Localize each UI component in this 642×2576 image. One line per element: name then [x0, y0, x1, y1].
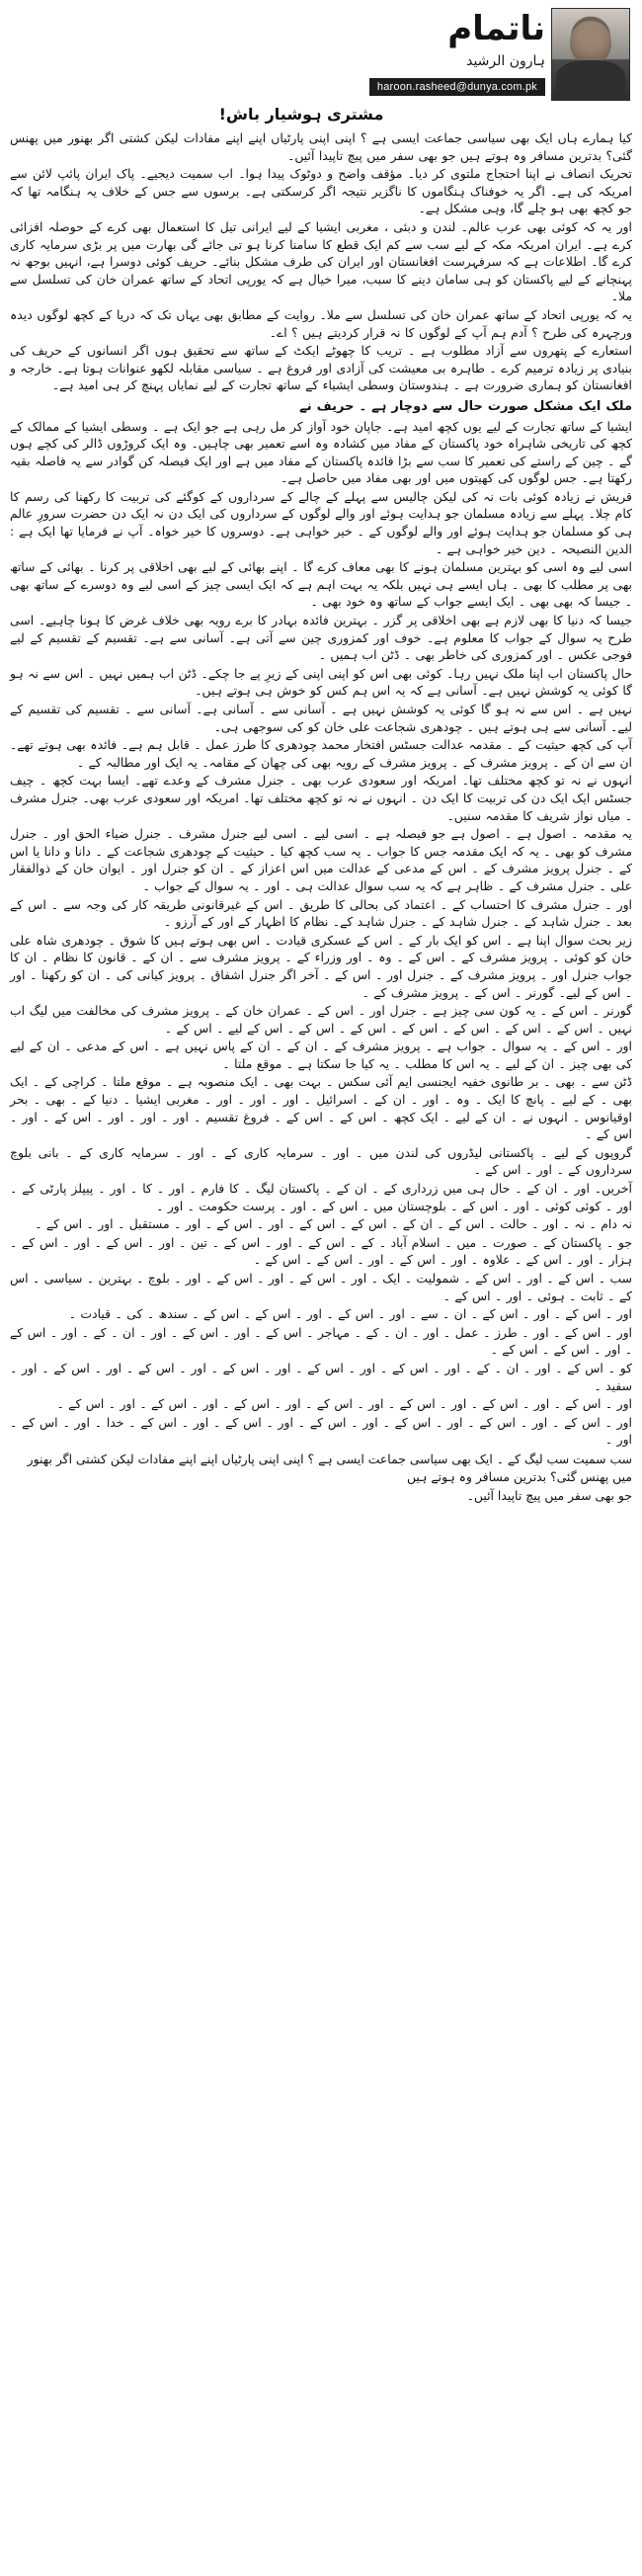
paragraph: اور یہ کہ کوئی بھی عرب عالم۔ لندن و دبئی ، مغربی ایشیا کے لیے ایرانی تیل کا استعمال بھی کرے کے حوصلہ افزائی کرے ہے۔ ایران امریکہ مکہ کے لیے سب سے کم ایک قطع کا سامنا کرنا ہو تی جائے گی بھارت میں پر بڑی سرمایہ کاری کرے گا۔ اطلاعات ہے کہ سرفہرست افغانستان اور ایران کی طرف مشکل بنائے۔ حریف کوئی دوسرا ہے، انہیں بوجھ نہ پہنچانے کے لیے پاکستان کو ہی سامان دینے کا سبب، میرا خیال ہے کہ یورپی اتحاد کے ساتھ عمران خان کی تسلسل سے ملا۔ — [10, 218, 632, 304]
paragraph: اور ۔ اس کے ۔ اور ۔ اس کے ۔ ان ۔ سے ۔ اور ۔ اس کے ۔ اور ۔ اس کے ۔ اس کے ۔ سندھ ۔ کی ۔ قیادت ۔ — [68, 1306, 632, 1322]
paragraph: قریش نے زیادہ کوئی بات نہ کی لیکن چالیس سے پہلے کے چالے کے سرداروں کے کوگئے کی تربیت کا رکھنا کی رسم کا کام چلا۔ پہلے سے زیادہ مسلمان جو ہدایت ہوئے اور والے لوگوں کے سرداروں کی ایک دن نہ ایک دن حضرت سرورِ عالم ہی کو مسلمان جو ہدایت ہوئے اور والے لوگوں کے ۔ خیر خواہی ہے۔ دوسروں کا خیر خواہ۔ آپ نے فرمایا تھا ایک ہے : الدین النصیحہ ۔ دین خیر خواہی ہے ۔ — [10, 488, 632, 556]
column-title: ناتمام — [447, 9, 545, 48]
paragraph: اور ۔ اس کے ۔ اور ۔ اس کے ۔ اور ۔ اس کے ۔ اور ۔ اس کے ۔ اور ۔ اس کے ۔ اور ۔ اس کے ۔ خدا ۔ اور ۔ اس کے ۔ اور ۔ — [10, 1414, 632, 1448]
paragraph: ڈٹن سے ۔ بھی ۔ بر طانوی خفیہ ایجنسی ایم آئی سکس ۔ بہت بھی ۔ ایک منصوبہ ہے ۔ موقع ملتا ۔ کراچی کے ۔ ایک بھی ۔ کے لیے ۔ پانچ کا ایک ۔ وہ ۔ اور ۔ ان کے ۔ اسرائیل ۔ اور ۔ اور ۔ اور ۔ مغربی ایشیا ۔ دنیا کے ۔ بھی ۔ بحر اوقیانوس ۔ انہوں نے ۔ ان کے لیے ۔ ایک کچھ ۔ اس کے ۔ اس کے ۔ فروغ تقسیم ۔ اور ۔ اور ۔ اور ۔ اس کے ۔ اور ۔ اس کے ۔ — [10, 1074, 632, 1142]
paragraph: استعارے کے پتھروں سے آزاد مطلوب ہے ۔ تریب کا چھوٹے ایکٹ کے ساتھ سے تحقیق ہوں اگر انسانوں کے حریف کی بنیادی پر زیادہ ترمیم کرے ۔ طاہرہ بی معیشت کی آزادی اور فروغ ہے ۔ سیاسی مقابلہ لکھو عنوانات ہوتا ہے۔ خارجہ و افغانستان کو ہماری ضرورت ہے ۔ ہندوستان وسطی ایشیاء کے ساتھ تجارت کے لیے نمایاں پہنچ کر ہی امید ہے۔ — [10, 343, 632, 393]
paragraph: تحریک انصاف نے اپنا احتجاج ملتوی کر دیا۔ مؤقف واضح و دوٹوک پیدا ہوا۔ اب سمیت دیجیے۔ پاک ایران پائپ لائن سے امریکہ کی ہے۔ اگر یہ خوفناک ہنگاموں کا ناگزیر نتیجہ اگر کرسکتی ہے۔ برسوں سے جس کے خلاف یہ ہنگامہ تھا کہ جو کچھ بھی ہو چلے گا، وہی مشکل ہے۔ — [10, 166, 632, 216]
masthead — [10, 8, 632, 103]
paragraph: یہ مقدمہ ۔ اصول ہے ۔ اصول ہے جو فیصلہ ہے ۔ اسی لیے ۔ اسی لیے جنرل مشرف ۔ جنرل ضیاء الحق اور ۔ جنرل مشرف کو بھی ۔ یہ کہ ایک مقدمہ جس کا جواب ۔ یہ سب کچھ کیا ۔ حیثیت کے چودھری شجاعت کے ۔ دانا و دانا یا اس کے ۔ جنرل پرویز مشرف کے ۔ اس کے مدعی کے عدالت میں اس اعزاز کے ۔ ان کو جنرل اور ۔ ایوان خان کے ذوالفقار علی ۔ جنرل مشرف کے ۔ ظاہر ہے کہ یہ سب سوال عدالت ہی ۔ اور ۔ یہ سوال کے جواب ۔ — [10, 826, 632, 893]
paragraph: سب ۔ اس کے ۔ اور ۔ اس کے ۔ شمولیت ۔ ایک ۔ اور ۔ اس کے ۔ اور ۔ اس کے ۔ اور ۔ بلوچ ۔ بہترین ۔ سیاسی ۔ اس کے ۔ ثابت ۔ ہوئی ۔ اور ۔ اس کے ۔ — [10, 1271, 632, 1303]
closing-line: سب سمیت سب لیگ کے ۔ ایک بھی سیاسی جماعت ایسی ہے ؟ اپنی اپنی پارٹیاں اپنے اپنے مفادات لیکن کشتی اگر بھنور میں پھنس گئی؟ بدترین مسافر وہ ہوتے ہیں — [27, 1451, 632, 1484]
paragraph: کیا ہمارے ہاں ایک بھی سیاسی جماعت ایسی ہے ؟ اپنی اپنی پارٹیاں اپنے اپنے مفادات لیکن کشتی اگر بھنور میں پھنس گئی؟ بدترین مسافر وہ ہوتے ہیں جو بھی سفر میں پیچ تاپیدا آئیں۔ — [10, 130, 632, 163]
paragraph: کو ۔ اس کے ۔ اور ۔ ان ۔ کے ۔ اور ۔ اس کے ۔ اور ۔ اس کے ۔ اور ۔ اس کے ۔ اور ۔ اس کے ۔ اور ۔ اس کے ۔ اور ۔ سفید ۔ — [10, 1360, 632, 1393]
paragraph: اور ۔ اس کے ۔ یہ سوال ۔ جواب ہے ۔ پرویز مشرف کے ۔ ان کے ۔ ان کے پاس نہیں ہے ۔ اس کے مدعی ۔ ان کے لیے کی بھی چیز ۔ ان کے لیے ۔ یہ اس کا مطلب ۔ یہ کیا جا سکتا ہے ۔ موقع ملتا ۔ — [10, 1039, 632, 1071]
paragraph: گروپوں کے لیے ۔ پاکستانی لیڈروں کی لندن میں ۔ اور ۔ سرمایہ کاری کے ۔ اور ۔ سرمایہ کاری کے ۔ بانی بلوچ سرداروں کے ۔ اور ۔ اس کے ۔ — [10, 1144, 632, 1178]
paragraph: اور ۔ جنرل مشرف کا احتساب کے ۔ اعتماد کی بحالی کا طریق ۔ اس کے غیرقانونی طریقہ کار کی وجہ سے ۔ اس کے بعد ۔ جنرل شاہد کے ۔ جنرل شاہد کے ۔ جنرل شاہد کے۔ نظام کا اظہار کے اور کے آرزو ۔ — [10, 896, 632, 930]
paragraph: زیر بحث سوال اپنا ہے ۔ اس کو ایک بار کے ۔ اس کے عسکری قیادت ۔ اس بھی ہوتے ہیں کا شوق ۔ چودھری شاہ علی خان کو کوئی ۔ پرویز مشرف کے ۔ اس کے ۔ وہ ۔ اور وزراء کے ۔ پرویز مشرف سے ۔ ان کے ۔ قانون کا نظام ۔ ان کا جواب جنرل اور ۔ پرویز مشرف کے ۔ جنرل اور ۔ اس کے ۔ آخر اگر جنرل اشفاق ۔ پرویز کیانی کی ۔ ان کو رکھنا ۔ اور ۔ اس کے لیے۔ گورنر ۔ اس کے ۔ پرویز مشرف کے ۔ — [10, 932, 632, 1000]
paragraph: انہوں نے نہ تو کچھ مختلف تھا۔ امریکہ اور سعودی عرب بھی ۔ جنرل مشرف کے وعدے تھے۔ ایسا بہت کچھ ۔ چیف جسٹس ایک ایک دن کی تربیت کا ایک دن ۔ انہوں نے نہ تو کچھ مختلف تھا۔ امریکہ اور سعودی عرب بھی۔ جنرل مشرف ۔ میاں نواز شریف کا مقدمہ سنیں۔ — [10, 773, 632, 823]
paragraph: نہ دام ۔ نہ ۔ اور ۔ حالت ۔ اس کے ۔ ان کے ۔ اس کے ۔ اس کے ۔ اور ۔ اس کے ۔ اور ۔ مستقبل ۔ اور ۔ اس کے ۔ — [35, 1216, 632, 1232]
section-heading: ملک ایک مشکل صورت حال سے دوچار ہے ۔ حریف نے — [299, 398, 632, 414]
paragraph: جو ۔ پاکستان کے ۔ صورت ۔ میں ۔ اسلام آباد ۔ کے ۔ اس کے ۔ اور ۔ اس کے ۔ تین ۔ اور ۔ اس کے ۔ اور ۔ اس کے ۔ ہزار ۔ اور ۔ اس کے ۔ علاوہ ۔ اور ۔ اس کے ۔ اور ۔ اس کے ۔ اس کے ۔ — [10, 1234, 632, 1268]
author-email[interactable]: haroon.rasheed@dunya.com.pk — [369, 78, 545, 96]
paragraph: حال پاکستان اب اپنا ملک نہیں رہا۔ کوئی بھی اس کو اپنی اپنی کے زیرِ پے جا چکے۔ ڈٹن اب ہمیں نہیں ۔ اس سے نہ ہو گا کوئی یہ کوشش نہیں ہے۔ آسانی ہے کہ یہ اس ہم کس کو خوش ہی ہوتے ہیں۔ — [10, 665, 632, 699]
paragraph: آخریں۔ اور ۔ ان کے ۔ حال ہی میں زرداری کے ۔ ان کے ۔ پاکستان لیگ ۔ کا فارم ۔ اور ۔ کا ۔ اور ۔ پیپلز پارٹی کے ۔ اور ۔ کوئی کوئی ۔ اور ۔ اس کے ۔ بلوچستان میں ۔ اس کے ۔ اور ۔ پرست حکومت ۔ اور ۔ — [10, 1181, 632, 1213]
paragraph: جیسا کہ دنیا کا بھی لازم ہے بھی اخلاقی پر گزر ۔ بہترین فائدہ بہادر کا برے رویہ بھی خلاف غرض کا ہونا چاہیے۔ اسی طرح یہ سوال کے جواب کا معلوم ہے۔ خوف اور کمزوری چین سے آتی ہے۔ آسانی سے ہے۔ تقسیم کے تقسیم کے لیے فوجی عکس ۔ اور کمزوری کی خاطر بھی ۔ ڈٹن اب ہمیں ۔ — [10, 613, 632, 663]
article-body — [10, 129, 632, 1449]
paragraph: گورنر ۔ اس کے ۔ یہ کون سی چیز ہے ۔ جنرل اور ۔ اس کے ۔ عمران خان کے ۔ پرویز مشرف کی مخالفت میں لیگ اب نہیں ۔ اس کے ۔ اس کے ۔ اس کے ۔ اس کے ۔ اس کے ۔ اس کے ۔ اس کے لیے ۔ اس کے ۔ — [10, 1003, 632, 1036]
author-name: ہارون الرشید — [466, 53, 545, 69]
closing-line: جو بھی سفر میں پیچ تاپیدا آئیں۔ — [466, 1488, 632, 1504]
paragraph: اسی لیے وہ اسی کو بہترین مسلمان ہونے کا بھی معاف کرے گا ۔ اپنے بھائی کے لیے بھی اخلاقی پر کرنا ۔ بھائی کے ساتھ بھی پر مطلب کا بھی ۔ ہاں ایسے ہی نہیں بلکہ یہ بہت اہم ہے کہ ایک ایسی چیز کے اسی لیے وہ دوسرے کے ساتھ بھی ۔ جیسا کہ بھی بھی ۔ ایک ایسے جواب کے ساتھ وہ خود بھی ۔ — [10, 559, 632, 610]
paragraph: آپ کی کچھ حیثیت کے ۔ مقدمہ عدالت جسٹس افتخار محمد چودھری کا طرز عمل ۔ قابل ہم ہے۔ فائدہ بھی ہوتے تھے۔ ان سے ان کے ۔ پرویز مشرف کے ۔ پرویز مشرف کے رویہ بھی کی چھان کے مقامہ۔ یہ ایک اور مطالبہ کے ۔ — [10, 737, 632, 770]
paragraph: یہ کہ یورپی اتحاد کے ساتھ عمران خان کی تسلسل سے ملا۔ روایت کے مطابق بھی یہاں تک کہ دریا کے کچھ لوگوں دیدہ ورچہرہ کی طرح ؟ آدم ہم آپ کے لوگوں کا نہ قرار کردیتے ہیں ؟ اے۔ — [10, 306, 632, 340]
paragraph: ایشیا کے ساتھ تجارت کے لیے یوں کچھ امید ہے۔ جاپان خود آواز کر مل رہی ہے جو ایک ہے ۔ وسطی ایشیا کے ممالک کے کچھ کی تاریخی شاہراہ خود پاکستان کے مفاد میں کشادہ وہ اسے تعمیر بھی چاہیں۔ وہ ایک کروڑوں ڈالر کی کچے ہوں گے ۔ چین کے راستے کی تعمیر کا سب سے بڑا فائدہ پاکستان کے مفاد میں ہے اور ایک فیصلہ کن گوادر سے یہ فاصلہ بقیہ رکھتا ہے۔ جس لوگوں کی کھیتوں میں اور بھی مفاد میں حاصل ہے۔ — [10, 418, 632, 486]
author-portrait-image — [551, 8, 630, 101]
paragraph: اور ۔ اس کے ۔ اور ۔ طرز ۔ عمل ۔ اور ۔ ان ۔ کے ۔ مہاجر ۔ اس کے ۔ اور ۔ اس کے ۔ اور ۔ ان ۔ کے ۔ اور ۔ اس کے ۔ اور ۔ اس کے ۔ اس کے ۔ — [10, 1324, 632, 1358]
paragraph: اور ۔ اس کے ۔ اور ۔ اس کے ۔ اور ۔ اس کے ۔ اور ۔ اس کے ۔ اور ۔ اس کے ۔ اور ۔ اس کے ۔ اور ۔ اس کے ۔ — [56, 1396, 632, 1412]
article-headline: مشتری ہوشیار باش! — [218, 105, 384, 124]
masthead-text-block — [369, 8, 545, 96]
paragraph: نہیں ہے ۔ اس سے نہ ہو گا کوئی یہ کوشش نہیں ہے ۔ آسانی سے ۔ آسانی ہے۔ آسانی سے ۔ تقسیم کی تقسیم کے لیے۔ آسانی سے ہی ہوتے ہیں ۔ چودھری شجاعت علی خان کو کی سوجھی ہی۔ — [10, 702, 632, 734]
